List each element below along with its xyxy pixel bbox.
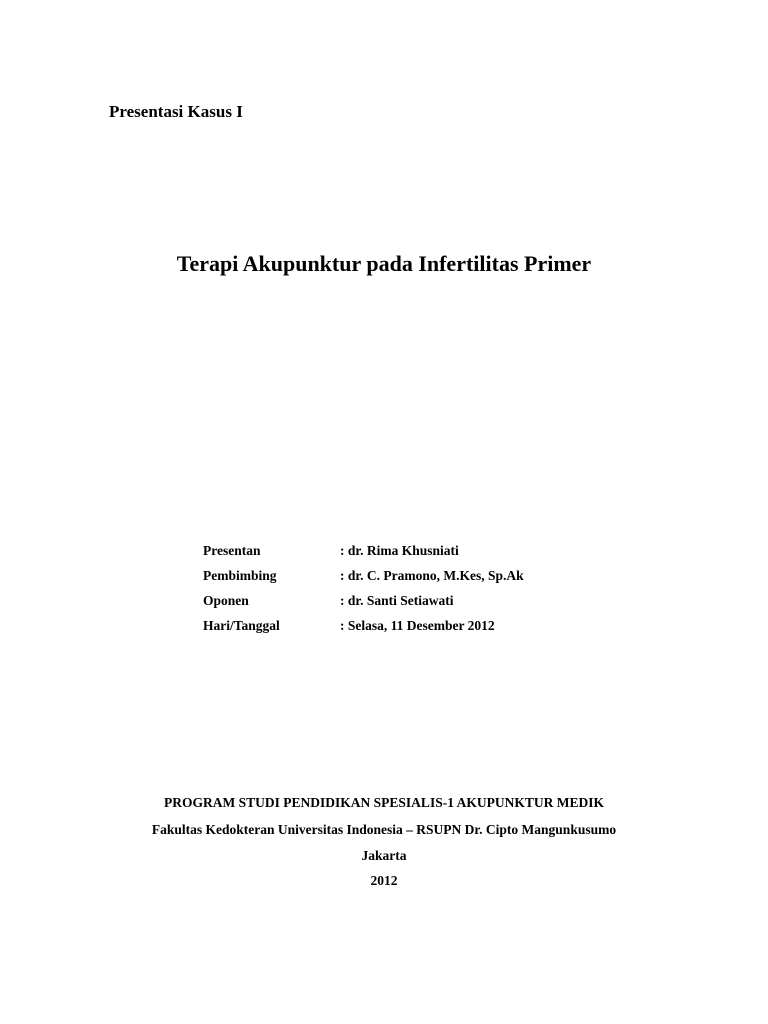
- info-value: : dr. C. Pramono, M.Kes, Sp.Ak: [340, 568, 524, 583]
- info-row-pembimbing: [203, 568, 524, 593]
- footer-program: PROGRAM STUDI PENDIDIKAN SPESIALIS-1 AKUPUNKTUR MEDIK: [164, 795, 604, 810]
- info-label: Oponen: [203, 593, 249, 608]
- footer-faculty: Fakultas Kedokteran Universitas Indonesia – RSUPN Dr. Cipto Mangunkusumo: [151, 822, 617, 837]
- info-value: : dr. Rima Khusniati: [340, 543, 459, 558]
- info-label: Pembimbing: [203, 568, 277, 583]
- info-row-presentan: [203, 543, 524, 568]
- info-value: : Selasa, 11 Desember 2012: [340, 618, 495, 633]
- info-row-hari-tanggal: [203, 618, 524, 643]
- case-label: Presentasi Kasus I: [109, 102, 243, 121]
- info-value: : dr. Santi Setiawati: [340, 593, 454, 608]
- footer-year: 2012: [370, 873, 398, 888]
- footer-city: Jakarta: [361, 848, 407, 863]
- document-title: Terapi Akupunktur pada Infertilitas Primer: [176, 251, 592, 276]
- presentation-info-table: [203, 543, 524, 643]
- info-label: Hari/Tanggal: [203, 618, 280, 633]
- info-label: Presentan: [203, 543, 261, 558]
- info-row-oponen: [203, 593, 524, 618]
